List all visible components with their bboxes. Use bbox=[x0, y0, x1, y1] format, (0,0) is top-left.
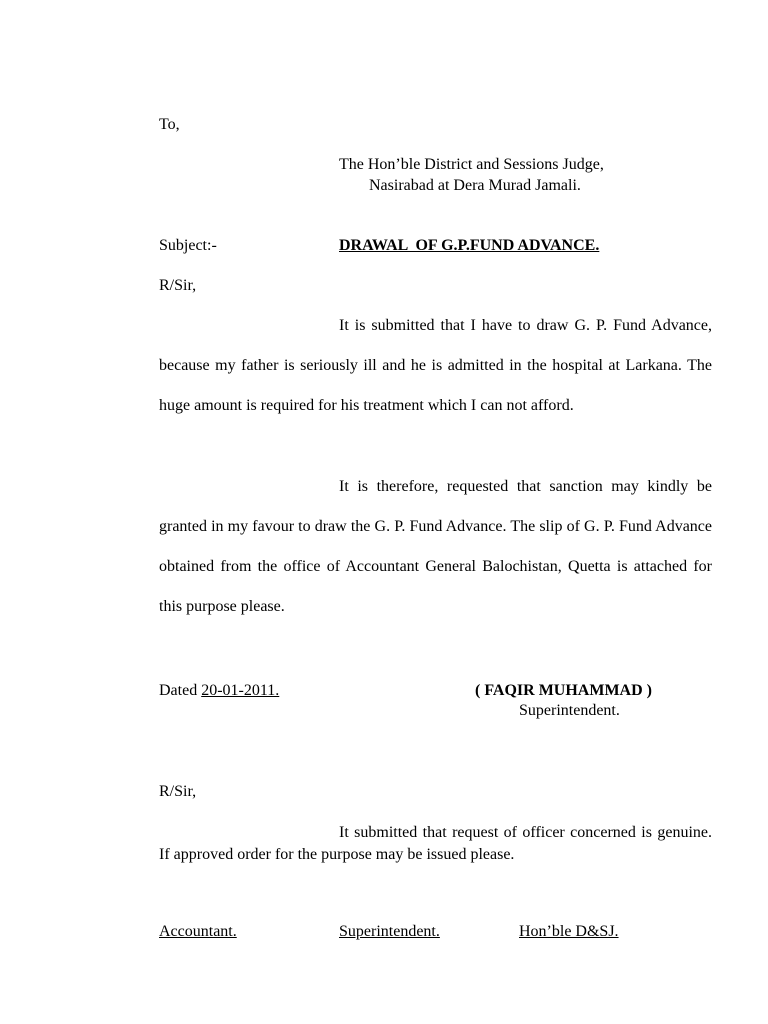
note-paragraph-text: It submitted that request of officer concerned is genuine. If approved order for the purpose may be issued please. bbox=[159, 824, 712, 863]
signature-accountant: Accountant. bbox=[159, 923, 237, 940]
note-salutation: R/Sir, bbox=[159, 783, 197, 800]
dated-line bbox=[159, 682, 279, 700]
body-paragraph-1-text: It is submitted that I have to draw G. P. Fund Advance, because my father is seriously ill and he is admitted in the hospital at Larkana. The huge amount is required for his treatment which I can not afford. bbox=[159, 317, 712, 414]
note-paragraph bbox=[159, 822, 712, 866]
body-paragraph-2-text: It is therefore, requested that sanction may kindly be granted in my favour to draw the G. P. Fund Advance. The slip of G. P. Fund Advance obtained from the office of Accountant General Balochistan, Quetta is attached for this purpose please. bbox=[159, 478, 712, 615]
dated-value: 20-01-2011. bbox=[201, 682, 280, 699]
subject-label: Subject:- bbox=[159, 237, 217, 254]
signature-judge: Hon’ble D&SJ. bbox=[519, 923, 619, 940]
subject-text: DRAWAL OF G.P.FUND ADVANCE. bbox=[339, 237, 600, 254]
dated-label: Dated bbox=[159, 682, 198, 699]
signatory-name: ( FAQIR MUHAMMAD ) bbox=[475, 682, 652, 699]
signature-superintendent: Superintendent. bbox=[339, 923, 440, 940]
body-paragraph-1 bbox=[159, 306, 712, 426]
addressee-line-1: The Hon’ble District and Sessions Judge, bbox=[339, 156, 604, 173]
signatory-designation: Superintendent. bbox=[519, 702, 620, 719]
addressee-line-2: Nasirabad at Dera Murad Jamali. bbox=[369, 177, 581, 194]
to-line: To, bbox=[159, 116, 180, 133]
salutation: R/Sir, bbox=[159, 277, 197, 294]
body-paragraph-2 bbox=[159, 467, 712, 627]
